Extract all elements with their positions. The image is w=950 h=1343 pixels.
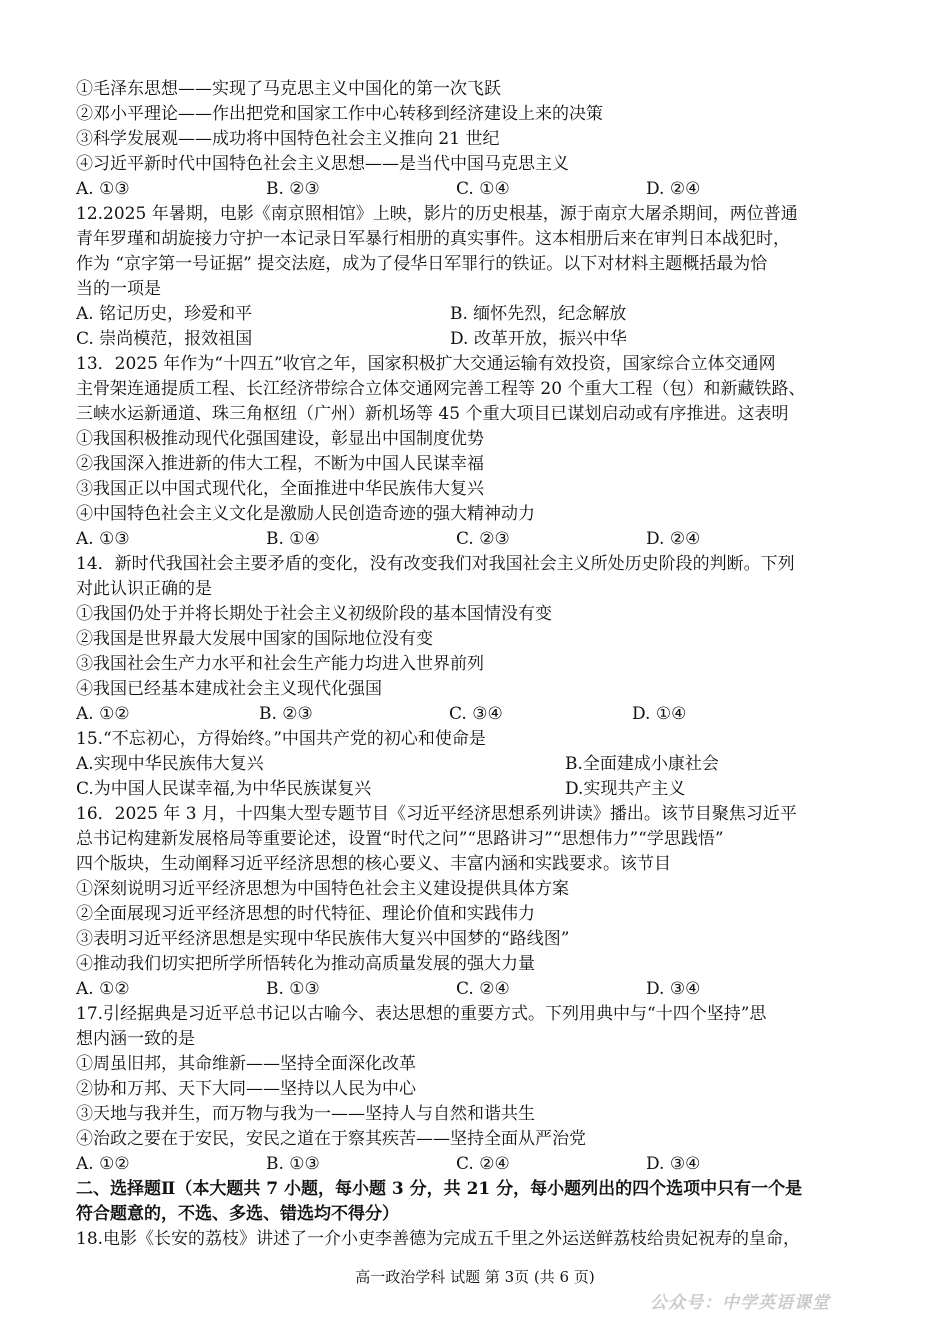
- q12-option-b: B. 缅怀先烈，纪念解放: [450, 304, 627, 324]
- q17-option-b: B. ①③: [266, 1154, 320, 1174]
- q12-option-d: D. 改革开放，振兴中华: [450, 329, 627, 349]
- q16-item-3: ③表明习近平经济思想是实现中华民族伟大复兴中国梦的“路线图”: [76, 929, 570, 949]
- q14-item-1: ①我国仍处于并将长期处于社会主义初级阶段的基本国情没有变: [76, 604, 552, 624]
- q13-item-4: ④中国特色社会主义文化是激励人民创造奇迹的强大精神动力: [76, 504, 535, 524]
- q16-stem-line-1: 16．2025 年 3 月，十四集大型专题节目《习近平经济思想系列讲读》播出。该节目聚焦习近平: [76, 804, 797, 824]
- q13-item-3: ③我国正以中国式现代化，全面推进中华民族伟大复兴: [76, 479, 484, 499]
- section-2-heading-line-1: 二、选择题Ⅱ（本大题共 7 小题，每小题 3 分，共 21 分，每小题列出的四个选项中只有一个是: [76, 1179, 803, 1199]
- q13-stem-line-1: 13．2025 年作为“十四五”收官之年，国家积极扩大交通运输有效投资，国家综合立体交通网: [76, 354, 776, 374]
- q14-option-c: C. ③④: [449, 704, 503, 724]
- watermark: 公众号：中学英语课堂: [650, 1293, 830, 1313]
- q17-option-d: D. ③④: [646, 1154, 701, 1174]
- q11-item-3: ③科学发展观——成功将中国特色社会主义推向 21 世纪: [76, 129, 500, 149]
- q14-option-b: B. ②③: [259, 704, 313, 724]
- q14-stem-line-2: 对此认识正确的是: [76, 579, 212, 599]
- q15-option-d: D.实现共产主义: [565, 779, 686, 799]
- q16-option-c: C. ②④: [456, 979, 510, 999]
- q14-item-4: ④我国已经基本建成社会主义现代化强国: [76, 679, 382, 699]
- q14-stem-line-1: 14．新时代我国社会主要矛盾的变化，没有改变我们对我国社会主义所处历史阶段的判断。下列: [76, 554, 795, 574]
- q11-option-b: B. ②③: [266, 179, 320, 199]
- q12-stem-line-2: 青年罗瑾和胡旋接力守护一本记录日军暴行相册的真实事件。这本相册后来在审判日本战犯时，: [76, 229, 790, 249]
- q11-option-c: C. ①④: [456, 179, 510, 199]
- q13-item-1: ①我国积极推动现代化强国建设，彰显出中国制度优势: [76, 429, 484, 449]
- q17-option-c: C. ②④: [456, 1154, 510, 1174]
- q18-stem-line-1: 18.电影《长安的荔枝》讲述了一介小吏李善德为完成五千里之外运送鲜荔枝给贵妃祝寿的皇命，: [76, 1229, 801, 1249]
- q15-option-c: C.为中国人民谋幸福,为中华民族谋复兴: [76, 779, 372, 799]
- q11-item-2: ②邓小平理论——作出把党和国家工作中心转移到经济建设上来的决策: [76, 104, 603, 124]
- q11-item-1: ①毛泽东思想——实现了马克思主义中国化的第一次飞跃: [76, 79, 501, 99]
- q13-option-c: C. ②③: [456, 529, 510, 549]
- q15-option-a: A.实现中华民族伟大复兴: [76, 754, 264, 774]
- q12-option-c: C. 崇尚模范，报效祖国: [76, 329, 253, 349]
- q13-stem-line-3: 三峡水运新通道、珠三角枢纽（广州）新机场等 45 个重大项目已谋划启动或有序推进。这表明: [76, 404, 789, 424]
- q16-item-1: ①深刻说明习近平经济思想为中国特色社会主义建设提供具体方案: [76, 879, 569, 899]
- q12-stem-line-4: 当的一项是: [76, 279, 161, 299]
- q13-item-2: ②我国深入推进新的伟大工程，不断为中国人民谋幸福: [76, 454, 484, 474]
- q17-option-a: A. ①②: [76, 1154, 130, 1174]
- q15-stem-line-1: 15.“不忘初心，方得始终。”中国共产党的初心和使命是: [76, 729, 486, 749]
- q16-stem-line-3: 四个版块，生动阐释习近平经济思想的核心要义、丰富内涵和实践要求。该节目: [76, 854, 671, 874]
- q14-option-d: D. ①④: [632, 704, 687, 724]
- q15-option-b: B.全面建成小康社会: [565, 754, 719, 774]
- q16-option-b: B. ①③: [266, 979, 320, 999]
- q13-option-a: A. ①③: [76, 529, 130, 549]
- q17-item-2: ②协和万邦、天下大同——坚持以人民为中心: [76, 1079, 416, 1099]
- q17-stem-line-1: 17.引经据典是习近平总书记以古喻今、表达思想的重要方式。下列用典中与“十四个坚持”思: [76, 1004, 767, 1024]
- q17-item-3: ③天地与我并生，而万物与我为一——坚持人与自然和谐共生: [76, 1104, 535, 1124]
- q16-item-4: ④推动我们切实把所学所悟转化为推动高质量发展的强大力量: [76, 954, 535, 974]
- q13-option-b: B. ①④: [266, 529, 320, 549]
- q12-stem-line-3: 作为 “京字第一号证据” 提交法庭，成为了侵华日军罪行的铁证。以下对材料主题概括最为恰: [76, 254, 768, 274]
- q14-option-a: A. ①②: [76, 704, 130, 724]
- q13-option-d: D. ②④: [646, 529, 701, 549]
- q14-item-2: ②我国是世界最大发展中国家的国际地位没有变: [76, 629, 433, 649]
- q11-option-d: D. ②④: [646, 179, 701, 199]
- section-2-heading-line-2: 符合题意的，不选、多选、错选均不得分）: [76, 1204, 399, 1224]
- q12-option-a: A. 铭记历史，珍爱和平: [76, 304, 253, 324]
- q16-option-d: D. ③④: [646, 979, 701, 999]
- q12-stem-line-1: 12.2025 年暑期，电影《南京照相馆》上映，影片的历史根基，源于南京大屠杀期间，两位普通: [76, 204, 798, 224]
- page-footer: 高一政治学科 试题 第 3页 (共 6 页): [355, 1268, 595, 1286]
- q17-item-4: ④治政之要在于安民，安民之道在于察其疾苦——坚持全面从严治党: [76, 1129, 586, 1149]
- q16-option-a: A. ①②: [76, 979, 130, 999]
- q13-stem-line-2: 主骨架连通提质工程、长江经济带综合立体交通网完善工程等 20 个重大工程（包）和新藏铁路、: [76, 379, 806, 399]
- q17-item-1: ①周虽旧邦，其命维新——坚持全面深化改革: [76, 1054, 416, 1074]
- q17-stem-line-2: 想内涵一致的是: [76, 1029, 195, 1049]
- q11-option-a: A. ①③: [76, 179, 130, 199]
- q16-item-2: ②全面展现习近平经济思想的时代特征、理论价值和实践伟力: [76, 904, 535, 924]
- q11-item-4: ④习近平新时代中国特色社会主义思想——是当代中国马克思主义: [76, 154, 569, 174]
- q14-item-3: ③我国社会生产力水平和社会生产能力均进入世界前列: [76, 654, 484, 674]
- q16-stem-line-2: 总书记构建新发展格局等重要论述，设置“时代之问”“思路讲习”“思想伟力”“学思践悟”: [76, 829, 724, 849]
